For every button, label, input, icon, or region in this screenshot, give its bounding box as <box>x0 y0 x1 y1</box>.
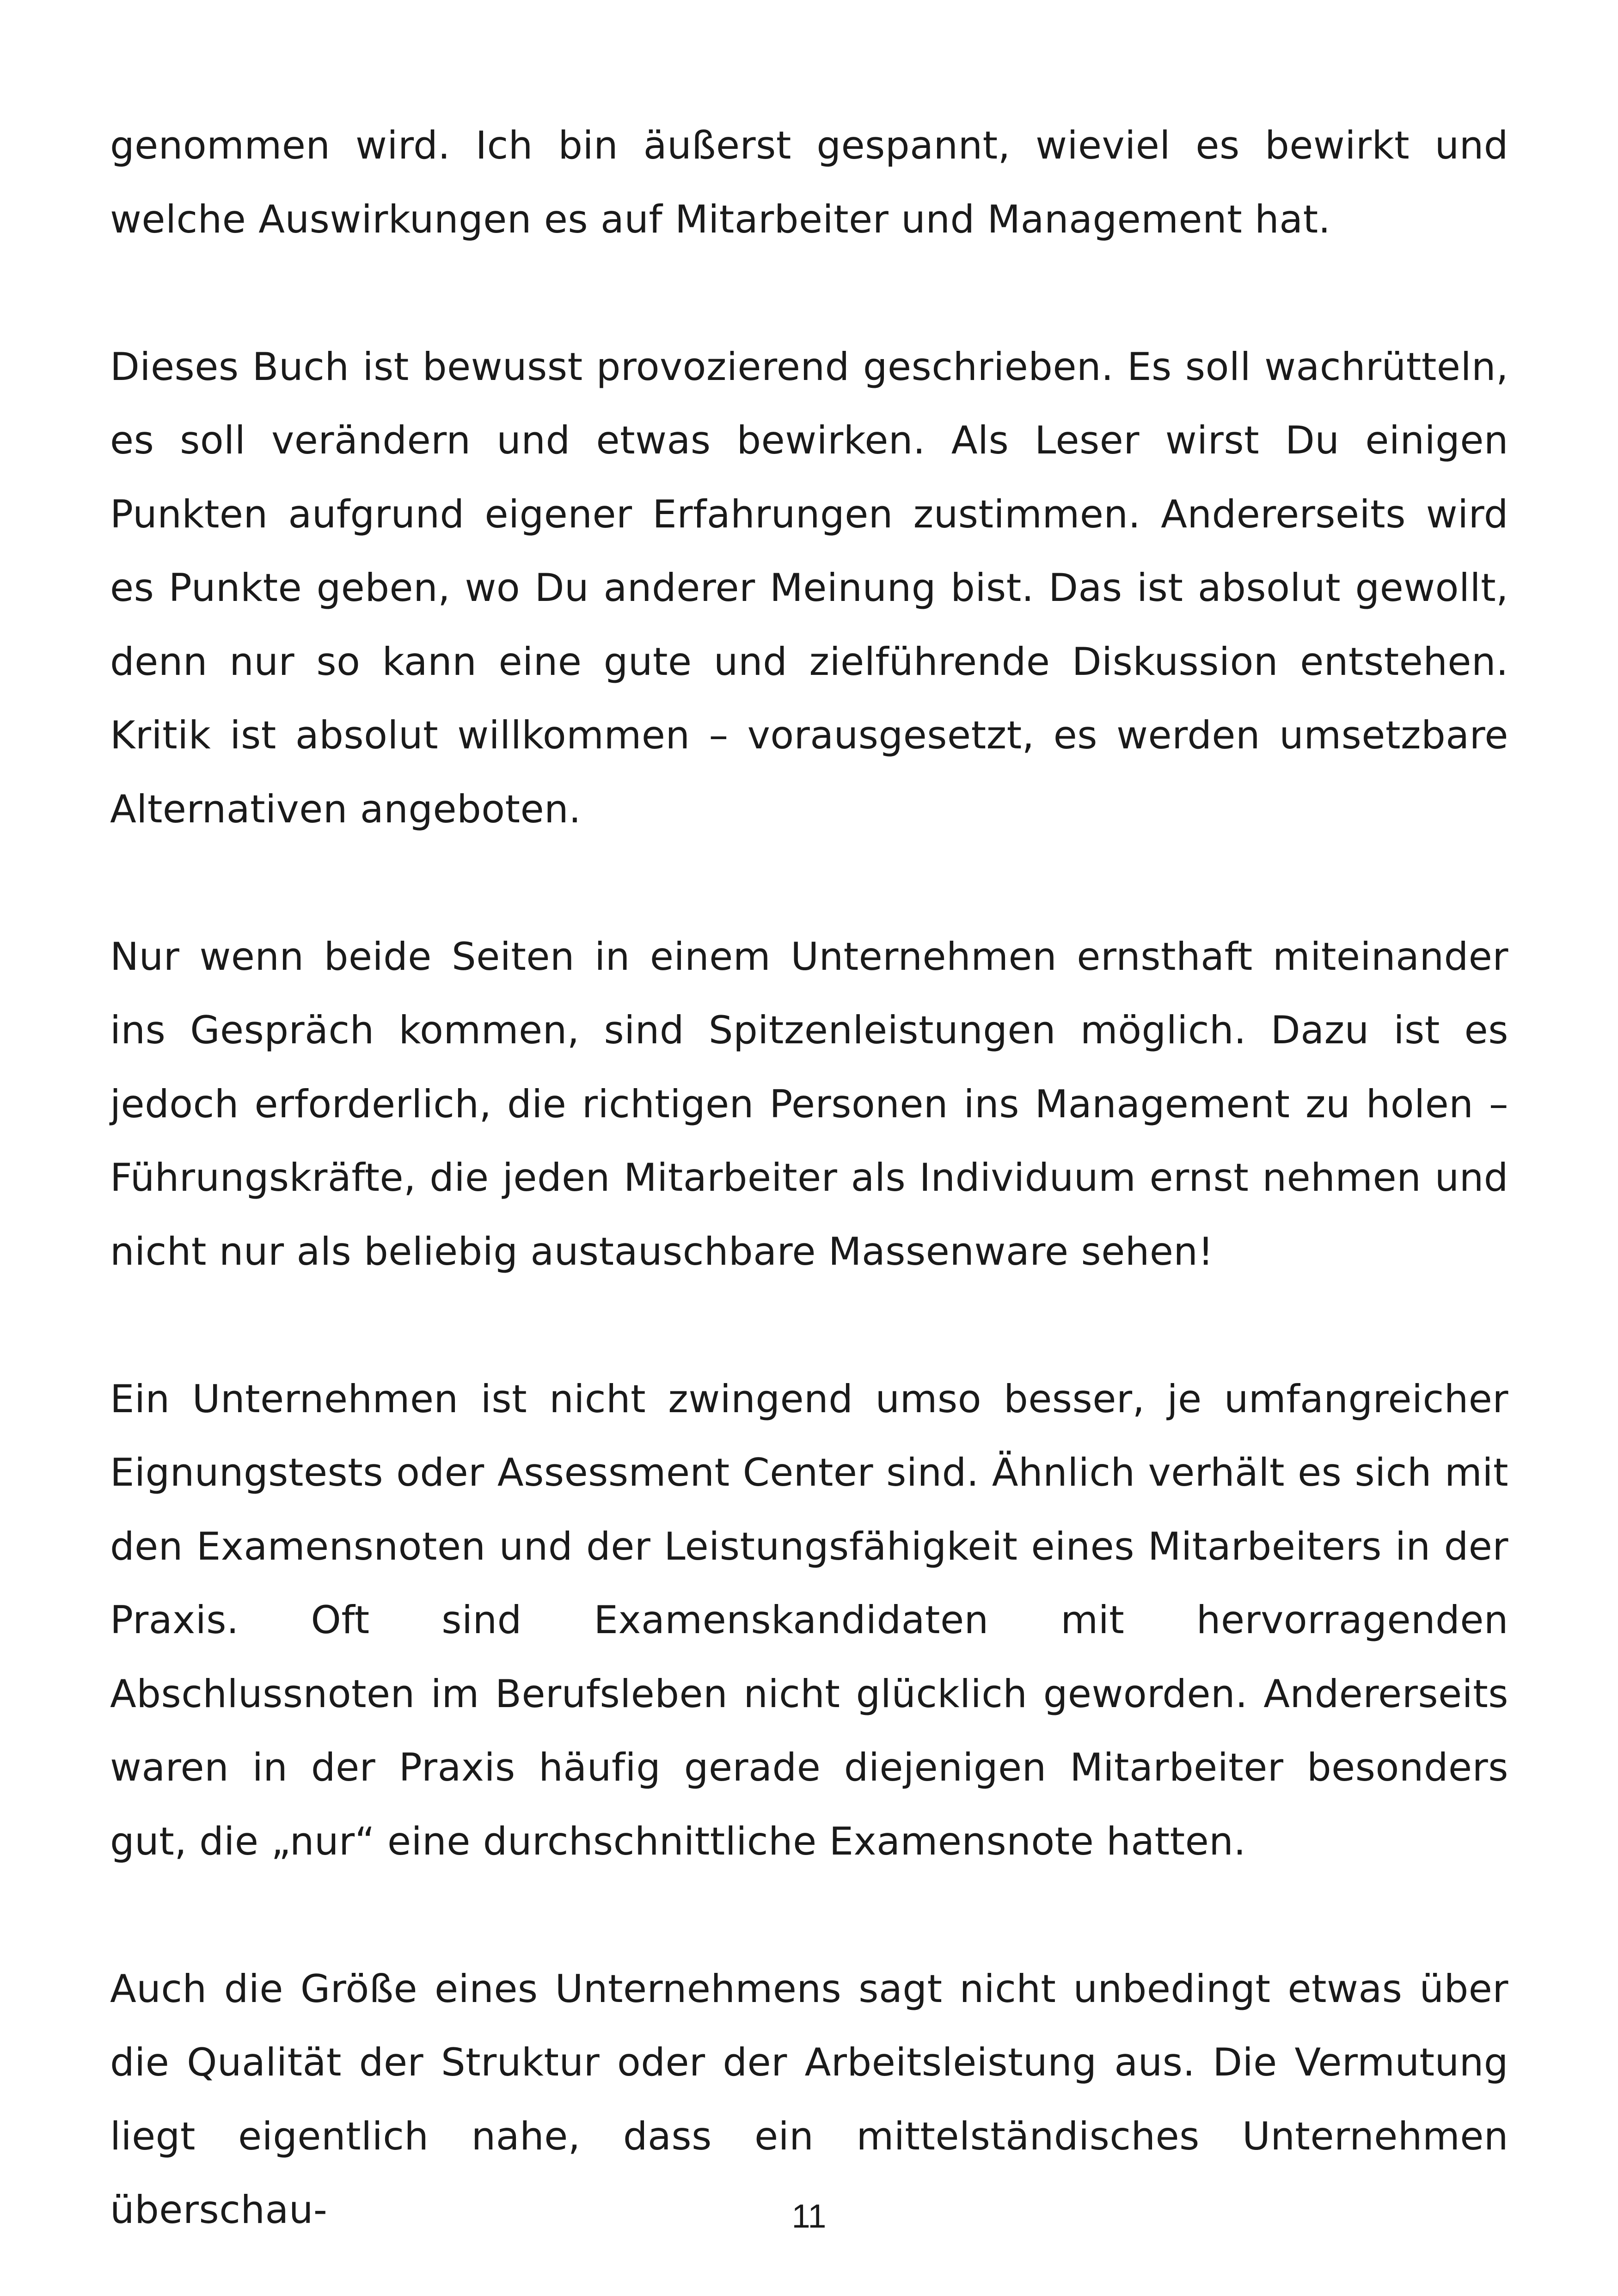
body-text <box>110 109 1508 2247</box>
paragraph-5: Auch die Größe eines Unternehmens sagt nicht unbedingt etwas über die Qualität der Struktur oder der Arbeitsleistung aus. Die Vermutung liegt eigentlich nahe, dass ein mittelständisches Unternehmen überschau- <box>110 1966 1508 2232</box>
page-number: 11 <box>791 2198 827 2235</box>
paragraph-4: Ein Unternehmen ist nicht zwingend umso besser, je umfangreicher Eignungstests oder Assessment Center sind. Ähnlich verhält es sich mit den Examensnoten und der Leistungsfähigkeit eines Mitarbeiters in der Praxis. Oft sind Examenskandidaten mit hervorragenden Abschlussnoten im Berufsleben nicht glücklich geworden. Andererseits waren in der Praxis häufig gerade diejenigen Mitarbeiter besonders gut, die „nur“ eine durchschnittliche Examensnote hatten. <box>110 1376 1508 1864</box>
paragraph-2: Dieses Buch ist bewusst provozierend geschrieben. Es soll wachrütteln, es soll verändern und etwas bewirken. Als Leser wirst Du einigen Punkten aufgrund eigener Erfahrungen zustimmen. Andererseits wird es Punkte geben, wo Du anderer Meinung bist. Das ist absolut gewollt, denn nur so kann eine gute und zielführende Diskussion entstehen. Kritik ist absolut willkommen – vorausgesetzt, es werden umsetzbare Alternativen angeboten. <box>110 344 1508 832</box>
paragraph-1: genommen wird. Ich bin äußerst gespannt, wieviel es bewirkt und welche Auswirkungen es auf Mitarbeiter und Management hat. <box>110 123 1508 242</box>
paragraph-3: Nur wenn beide Seiten in einem Unternehmen ernsthaft miteinander ins Gespräch kommen, sind Spitzenleistungen möglich. Dazu ist es jedoch erforderlich, die richtigen Personen ins Management zu holen – Führungskräfte, die jeden Mitarbeiter als Individuum ernst nehmen und nicht nur als beliebig austauschbare Massenware sehen! <box>110 934 1508 1274</box>
